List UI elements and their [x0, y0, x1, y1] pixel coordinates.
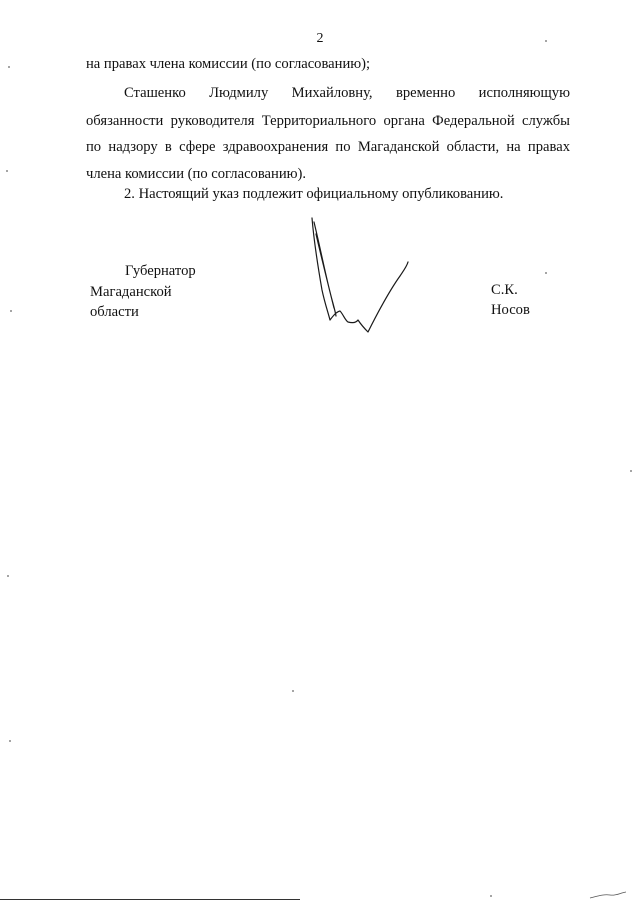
scan-speck — [545, 272, 547, 274]
paragraph-stashenko-first-line: Сташенко Людмилу Михайловну, временно исполняющую — [124, 85, 570, 101]
scan-speck — [490, 895, 492, 897]
scan-speck — [6, 170, 8, 172]
signatory-title-line-1: Губернатор — [125, 263, 196, 279]
scan-speck — [545, 40, 547, 42]
signatory-name: С.К. Носов — [491, 282, 530, 318]
paragraph-stashenko — [86, 81, 570, 187]
scan-speck — [630, 470, 632, 472]
scan-speck — [292, 690, 294, 692]
scan-speck — [7, 575, 9, 577]
bottom-rule — [0, 899, 300, 900]
handwritten-signature — [300, 212, 412, 336]
body-text — [86, 52, 570, 77]
signatory-title-line-2: Магаданской области — [90, 284, 172, 320]
paragraph-publication — [86, 182, 570, 207]
paragraph-publication-text: 2. Настоящий указ подлежит официальному опубликованию. — [124, 186, 504, 202]
scan-mark — [588, 890, 628, 900]
scan-speck — [8, 66, 10, 68]
page-number: 2 — [316, 31, 324, 46]
paragraph-continuation: на правах члена комиссии (по согласованию); — [86, 56, 371, 72]
scan-speck — [9, 740, 11, 742]
paragraph-stashenko-body: обязанности руководителя Территориального органа Федеральной службы по надзору в сфере здравоохранения по Магаданской области, на правах члена комиссии (по согласованию). — [86, 112, 570, 182]
scan-speck — [10, 310, 12, 312]
